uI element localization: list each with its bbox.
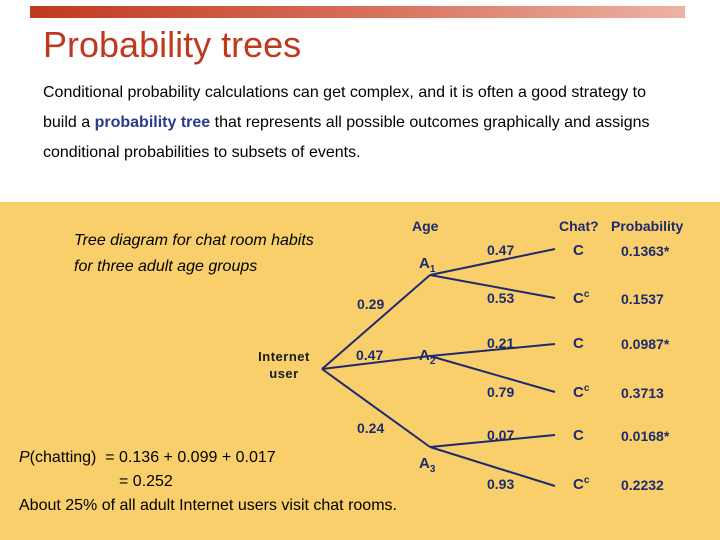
- joint-prob-a2-c: 0.0987*: [621, 336, 670, 352]
- joint-prob-a3-not-c: 0.2232: [621, 477, 664, 493]
- complement-superscript: c: [583, 475, 590, 486]
- prob-a3-c: 0.07: [487, 427, 515, 443]
- intro-text-1: Conditional probability calculations can get complex, and it is often a good strategy to build a: [43, 84, 647, 131]
- joint-prob-a1-not-c: 0.1537: [621, 291, 664, 307]
- node-label-subscript: 3: [429, 464, 436, 475]
- outcome-a2-not-c: $C^c$: [573, 383, 590, 401]
- complement-superscript: c: [583, 383, 590, 394]
- node-label-a3: $A_3$: [419, 455, 436, 475]
- calc-sum: = 0.136 + 0.099 + 0.017: [105, 449, 276, 466]
- calc-line-2: = 0.252: [119, 473, 173, 490]
- intro-text-2: that represents all possible outcomes graphically and assigns conditional probabilities to subsets of events.: [43, 114, 650, 161]
- header-age: Age: [412, 218, 439, 234]
- node-label-a2: $A_2$: [419, 347, 436, 367]
- prob-a3-not-c: 0.93: [487, 476, 515, 492]
- prob-a3: 0.24: [357, 420, 385, 436]
- prob-a1-not-c: 0.53: [487, 290, 515, 306]
- prob-a2-c: 0.21: [487, 335, 515, 351]
- outcome-a2-c: C: [573, 335, 584, 352]
- intro-paragraph: [43, 78, 683, 168]
- calc-line-1: [19, 446, 397, 470]
- joint-prob-a3-c: 0.0168*: [621, 428, 670, 444]
- header-chat: Chat?: [559, 218, 599, 234]
- calc-conclusion: About 25% of all adult Internet users visit chat rooms.: [19, 497, 397, 514]
- node-label-subscript: 2: [429, 356, 436, 367]
- outcome-a1-c: C: [573, 242, 584, 259]
- outcome-a1-not-c: $C^c$: [573, 289, 590, 307]
- root-label-line-2: user: [269, 366, 299, 381]
- header-probability: Probability: [611, 218, 684, 234]
- prob-a1: 0.29: [357, 296, 385, 312]
- outcome-a3-not-c: $C^c$: [573, 475, 590, 493]
- root-label-line-1: Internet: [258, 349, 310, 364]
- slide-title: Probability trees: [43, 24, 302, 65]
- node-label-a1: $A_1$: [419, 255, 436, 275]
- calc-p-symbol: P: [19, 449, 30, 466]
- prob-a2: 0.47: [356, 347, 384, 363]
- diagram-caption: Tree diagram for chat room habits for three adult age groups: [74, 232, 314, 275]
- complement-superscript: c: [583, 289, 590, 300]
- node-label-subscript: 1: [429, 264, 436, 275]
- title-accent-bar: [30, 6, 685, 18]
- joint-prob-a1-c: 0.1363*: [621, 243, 670, 259]
- prob-a2-not-c: 0.79: [487, 384, 515, 400]
- calculation-block: [19, 446, 397, 518]
- joint-prob-a2-not-c: 0.3713: [621, 385, 664, 401]
- outcome-a3-c: C: [573, 427, 584, 444]
- intro-highlight: probability tree: [94, 114, 211, 131]
- prob-a1-c: 0.47: [487, 242, 515, 258]
- calc-event: (chatting): [29, 449, 97, 466]
